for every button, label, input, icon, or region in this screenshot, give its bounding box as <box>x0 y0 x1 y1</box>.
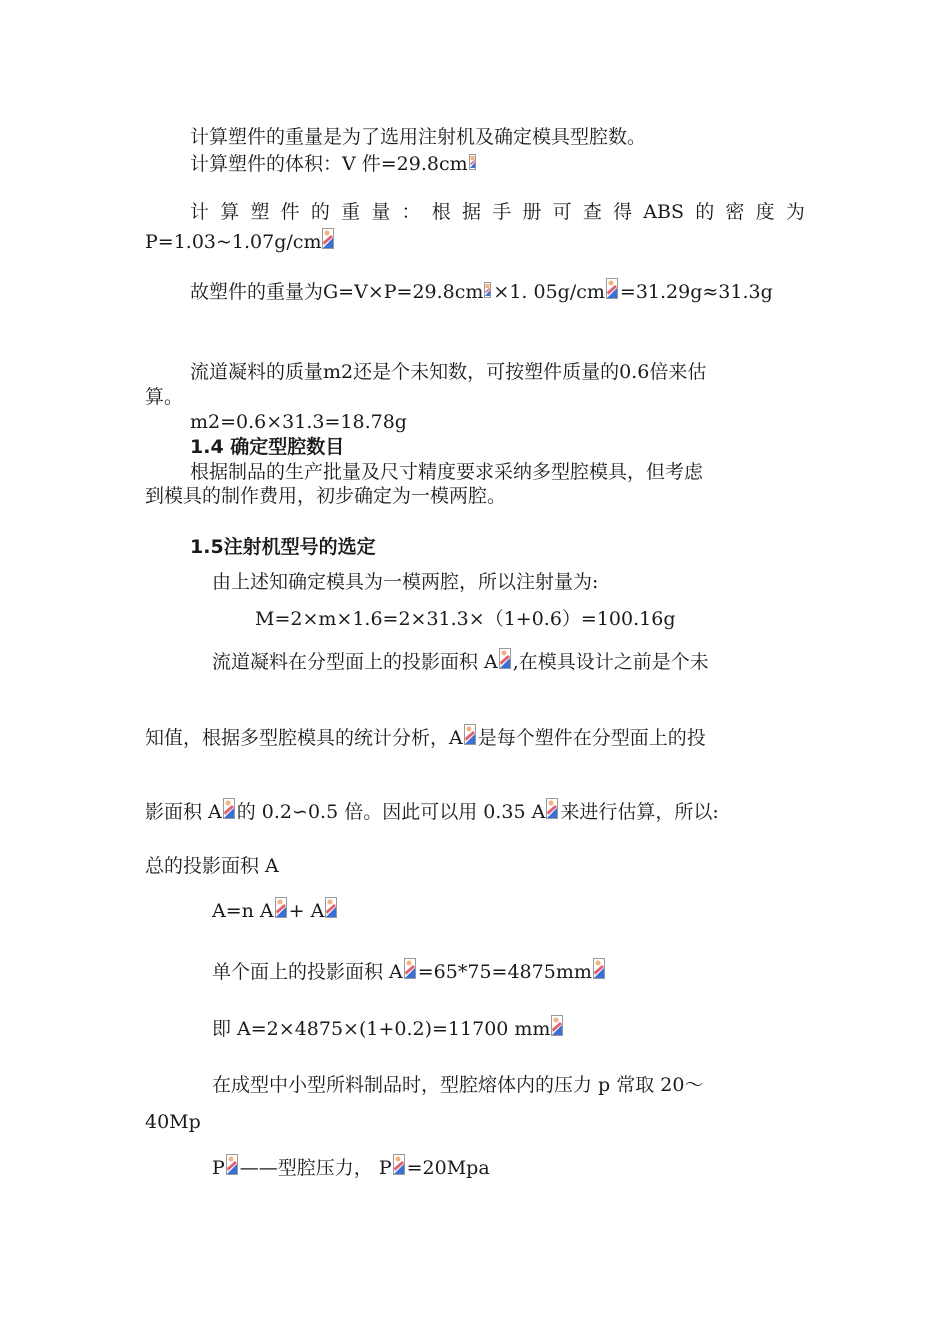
heading-text: 1.5注射机型号的选定 <box>190 536 376 558</box>
text: 算。 <box>145 386 184 408</box>
paragraph-line <box>190 460 703 484</box>
formula-line <box>212 1154 490 1180</box>
justified-word: 根 <box>431 201 451 223</box>
broken-image-icon <box>404 958 417 980</box>
text: 是每个塑件在分型面上的投 <box>477 727 706 749</box>
justified-word: 量 <box>371 201 391 223</box>
paragraph-line <box>190 410 407 434</box>
paragraph-line <box>190 125 646 149</box>
justified-word: 册 <box>522 201 542 223</box>
justified-word: 手 <box>492 201 512 223</box>
justified-word: 塑 <box>250 201 270 223</box>
paragraph-line <box>145 798 719 824</box>
text: 流道凝料的质量m2还是个未知数，可按塑件质量的0.6倍来估 <box>190 361 707 383</box>
justified-word: ： <box>401 201 421 223</box>
formula-line <box>255 607 675 631</box>
text: 计算塑件的体积：V 件=29.8cm <box>190 153 468 175</box>
text: ,在模具设计之前是个未 <box>512 651 709 673</box>
text: m2=0.6×31.3=18.78g <box>190 411 407 433</box>
text: 知值，根据多型腔模具的统计分析，A <box>145 727 463 749</box>
formula-text: A=n A <box>212 900 274 922</box>
paragraph-line <box>145 1110 201 1134</box>
justified-word: ABS <box>643 201 684 223</box>
paragraph-line <box>190 152 478 176</box>
paragraph-line <box>145 228 336 254</box>
justified-word: 据 <box>461 201 481 223</box>
justified-word: 可 <box>552 201 572 223</box>
text: 来进行估算，所以: <box>560 801 719 823</box>
broken-image-icon <box>325 897 338 919</box>
justified-word: 度 <box>755 201 775 223</box>
justified-word: 计 <box>190 201 210 223</box>
text: =31.29g≈31.3g <box>619 281 773 303</box>
broken-image-icon <box>226 1154 239 1176</box>
heading-text: 1.4 确定型腔数目 <box>190 436 345 458</box>
broken-image-icon <box>393 1154 406 1176</box>
justified-word: 查 <box>582 201 602 223</box>
paragraph-line <box>190 278 773 304</box>
text: 的 0.2∽0.5 倍。因此可以用 0.35 A <box>236 801 546 823</box>
text: 影面积 A <box>145 801 222 823</box>
text: 计算塑件的重量是为了选用注射机及确定模具型腔数。 <box>190 126 647 148</box>
paragraph-line <box>212 570 598 594</box>
broken-image-icon <box>546 798 559 820</box>
text: ×1. 05g/cm <box>493 281 605 303</box>
paragraph-line <box>145 724 706 750</box>
justified-word: 件 <box>280 201 300 223</box>
broken-image-icon <box>499 648 512 670</box>
formula-line <box>212 958 607 984</box>
broken-image-icon <box>606 278 619 300</box>
text: P <box>212 1157 225 1179</box>
formula-line <box>212 897 339 923</box>
text: 40Mp <box>145 1111 201 1133</box>
paragraph-line-justified <box>190 200 805 224</box>
text: 故塑件的重量为G=V×P=29.8cm <box>190 281 484 303</box>
formula-text: + A <box>288 900 325 922</box>
justified-word: 为 <box>785 201 805 223</box>
justified-word: 重 <box>341 201 361 223</box>
broken-image-icon <box>469 154 477 170</box>
text: P=1.03~1.07g/cm <box>145 231 322 253</box>
justified-word: 得 <box>613 201 633 223</box>
justified-word: 密 <box>725 201 745 223</box>
text: 在成型中小型所料制品时，型腔熔体内的压力 p 常取 20～ <box>212 1074 704 1096</box>
paragraph-line <box>145 385 183 409</box>
text: =20Mpa <box>406 1157 490 1179</box>
text: 单个面上的投影面积 A <box>212 961 403 983</box>
justified-word: 算 <box>220 201 240 223</box>
text: 由上述知确定模具为一模两腔，所以注射量为: <box>212 571 599 593</box>
broken-image-icon <box>275 897 288 919</box>
text: 到模具的制作费用，初步确定为一模两腔。 <box>145 485 507 507</box>
paragraph-line <box>190 360 706 384</box>
broken-image-icon <box>223 798 236 820</box>
broken-image-icon <box>484 282 492 298</box>
text: 根据制品的生产批量及尺寸精度要求采纳多型腔模具，但考虑 <box>190 461 704 483</box>
paragraph-line <box>145 854 279 878</box>
text: 流道凝料在分型面上的投影面积 A <box>212 651 498 673</box>
section-heading <box>190 435 344 459</box>
formula-text: M=2×m×1.6=2×31.3×（1+0.6）=100.16g <box>255 608 676 630</box>
broken-image-icon <box>322 228 335 250</box>
formula-text: 即 A=2×4875×(1+0.2)=11700 mm <box>212 1018 551 1040</box>
formula-text: =65*75=4875mm <box>417 961 592 983</box>
paragraph-line <box>212 648 709 674</box>
broken-image-icon <box>551 1015 564 1037</box>
section-heading <box>190 535 376 559</box>
broken-image-icon <box>593 958 606 980</box>
broken-image-icon <box>464 724 477 746</box>
text: ——型腔压力， P <box>239 1157 392 1179</box>
text: 总的投影面积 A <box>145 855 279 877</box>
paragraph-line <box>212 1073 703 1097</box>
justified-word: 的 <box>310 201 330 223</box>
paragraph-line <box>145 484 506 508</box>
justified-word: 的 <box>695 201 715 223</box>
formula-line <box>212 1015 565 1041</box>
